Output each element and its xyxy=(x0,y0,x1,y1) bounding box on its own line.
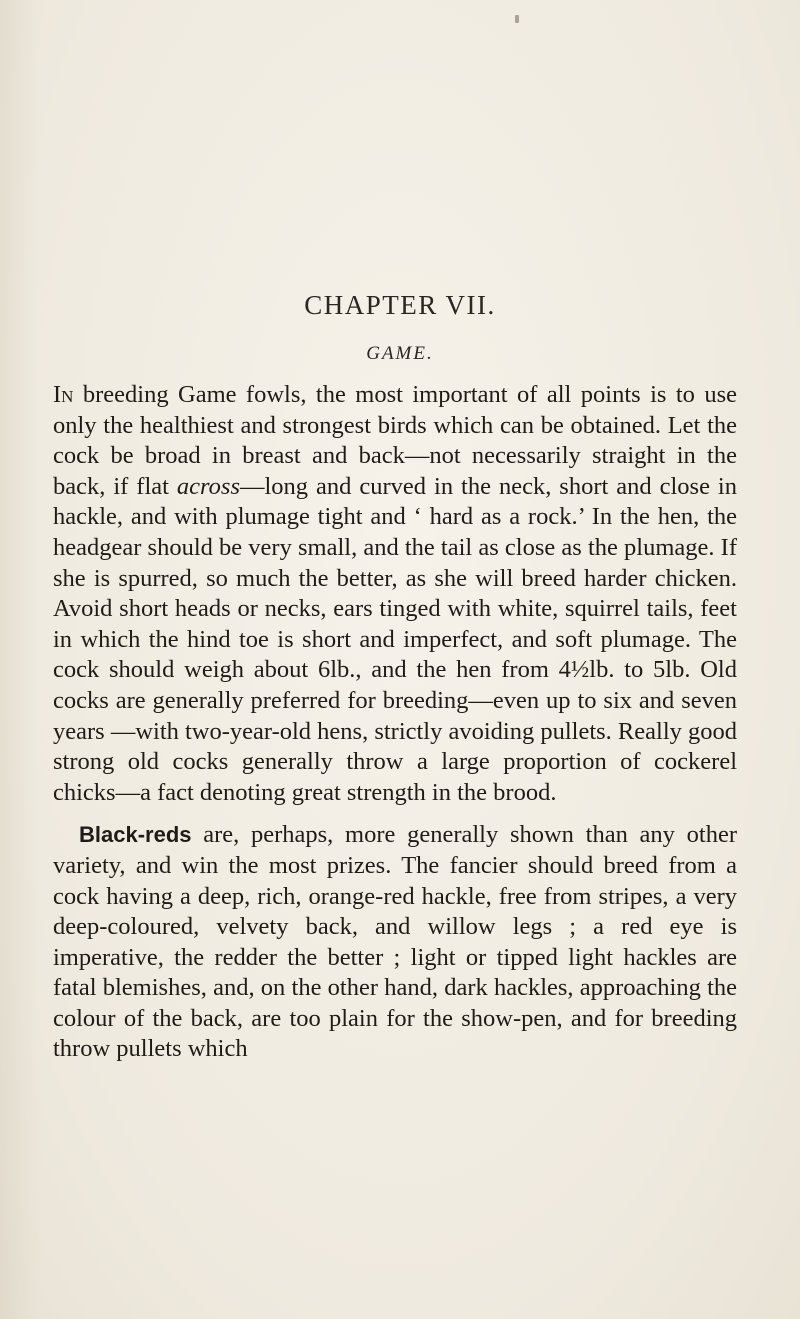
chapter-heading: CHAPTER VII. xyxy=(304,290,496,320)
paragraph-2 xyxy=(53,820,737,1065)
paragraph-2-text: are, perhaps, more generally shown than any other variety, and win the most prizes. The fancier should breed from a cock having a deep, rich, orange-red hackle, free from stripes, a very deep-coloured, velvety back, and willow legs ; a red eye is imperative, the redder the better ; light or tipped light hackles are fatal blemishes, and, on the other hand, dark hackles, approaching the colour of the back, are too plain for the show-pen, and for breeding throw pullets which xyxy=(53,821,737,1063)
paragraph-2-lead: Black-reds xyxy=(79,822,192,848)
paragraph-1 xyxy=(53,380,737,808)
paragraph-1-text-a: breeding Game fowls, the most important of all points is to use only the healthiest and strongest birds which can be obtained. Let the cock be broad in breast and back—not necessarily straight in the back, if flat xyxy=(53,381,737,500)
paragraph-1-lead: In xyxy=(53,381,74,408)
body-text xyxy=(53,380,737,1065)
paragraph-1-emphasis: across xyxy=(176,472,240,500)
paragraph-1-text-b: —long and curved in the neck, short and close in hackle, and with plumage tight and ‘ hard as a rock.’ In the hen, the headgear should be very small, and the tail as close as the plumage. If she is spurred, so much the better, as she will breed harder chicken. Avoid short heads or necks, ears tinged with white, squirrel tails, feet in which the hind toe is short and imperfect, and soft plumage. The cock should weigh about 6lb., and the hen from 4½lb. to 5lb. Old cocks are generally preferred for breeding—even up to six and seven years —with two-year-old hens, strictly avoiding pullets. Really good strong old cocks generally throw a large proportion of cockerel chicks—a fact denoting great strength in the brood. xyxy=(53,472,738,806)
print-mark xyxy=(515,15,519,23)
page-edge-shading xyxy=(0,0,40,1319)
section-title: GAME. xyxy=(366,343,434,364)
